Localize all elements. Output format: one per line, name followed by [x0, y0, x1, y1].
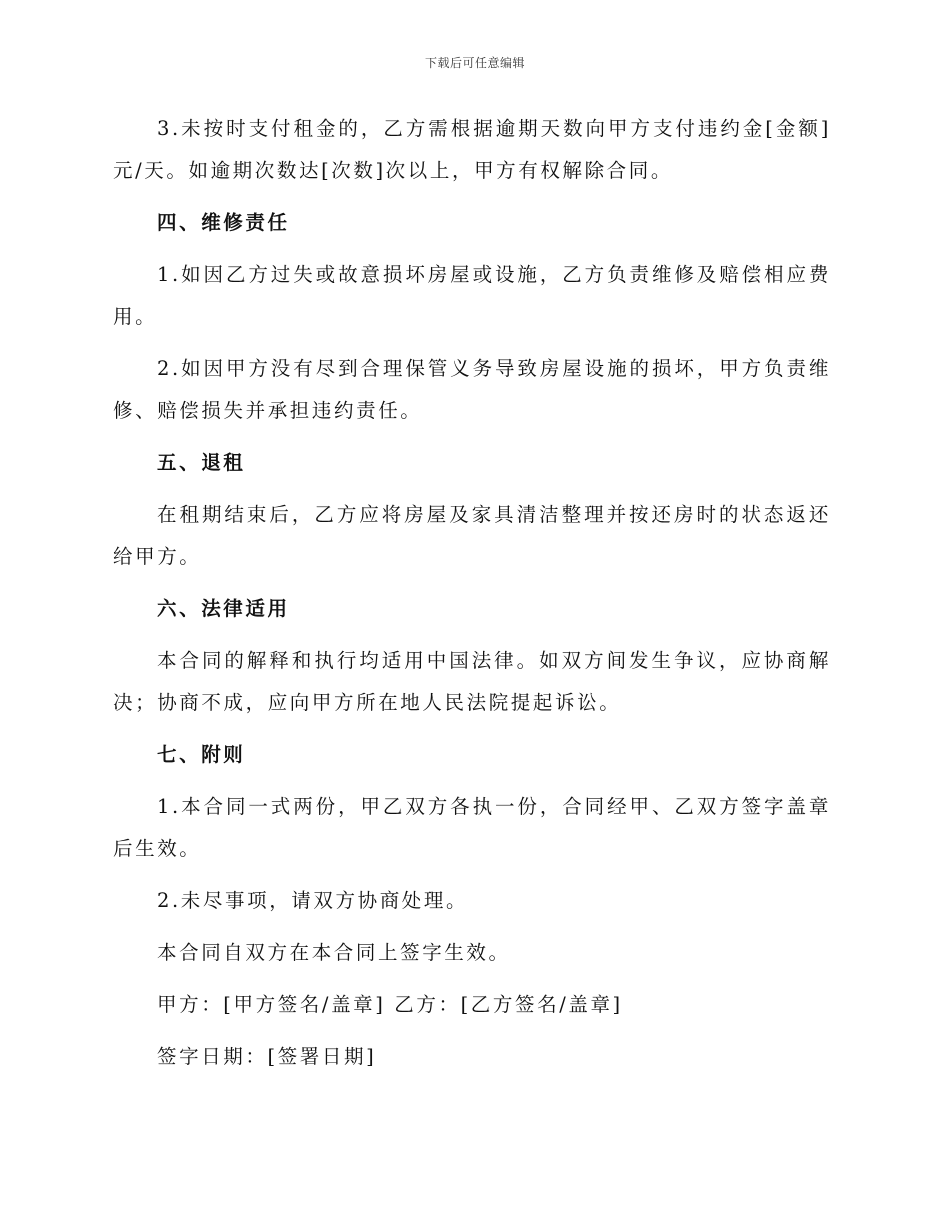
clause-repair-landlord: 2.如因甲方没有尽到合理保管义务导致房屋设施的损坏，甲方负责维修、赔偿损失并承担违约责任。 [113, 357, 831, 422]
signature-line: 甲方：[甲方签名/盖章] 乙方：[乙方签名/盖章] [157, 993, 623, 1016]
clause-law: 本合同的解释和执行均适用中国法律。如双方间发生争议，应协商解决；协商不成，应向甲方所在地人民法院提起诉讼。 [113, 649, 831, 714]
page-header: 下载后可任意编辑 [424, 56, 525, 70]
section-heading-return: 五、退租 [157, 451, 246, 474]
clause-effective: 本合同自双方在本合同上签字生效。 [157, 941, 511, 964]
clause-return: 在租期结束后，乙方应将房屋及家具清洁整理并按还房时的状态返还给甲方。 [113, 503, 831, 568]
document-body [113, 108, 831, 1088]
clause-copies: 1.本合同一式两份，甲乙双方各执一份，合同经甲、乙双方签字盖章后生效。 [113, 795, 831, 860]
signature-date-line: 签字日期：[签署日期] [157, 1045, 377, 1068]
clause-unresolved: 2.未尽事项，请双方协商处理。 [157, 889, 469, 912]
section-heading-law: 六、法律适用 [157, 597, 290, 620]
section-heading-misc: 七、附则 [157, 743, 246, 766]
clause-repair-tenant: 1.如因乙方过失或故意损坏房屋或设施，乙方负责维修及赔偿相应费用。 [113, 263, 831, 328]
clause-late-rent-penalty: 3.未按时支付租金的，乙方需根据逾期天数向甲方支付违约金[金额]元/天。如逾期次数达[次数]次以上，甲方有权解除合同。 [113, 117, 831, 182]
section-heading-repair: 四、维修责任 [157, 211, 290, 234]
